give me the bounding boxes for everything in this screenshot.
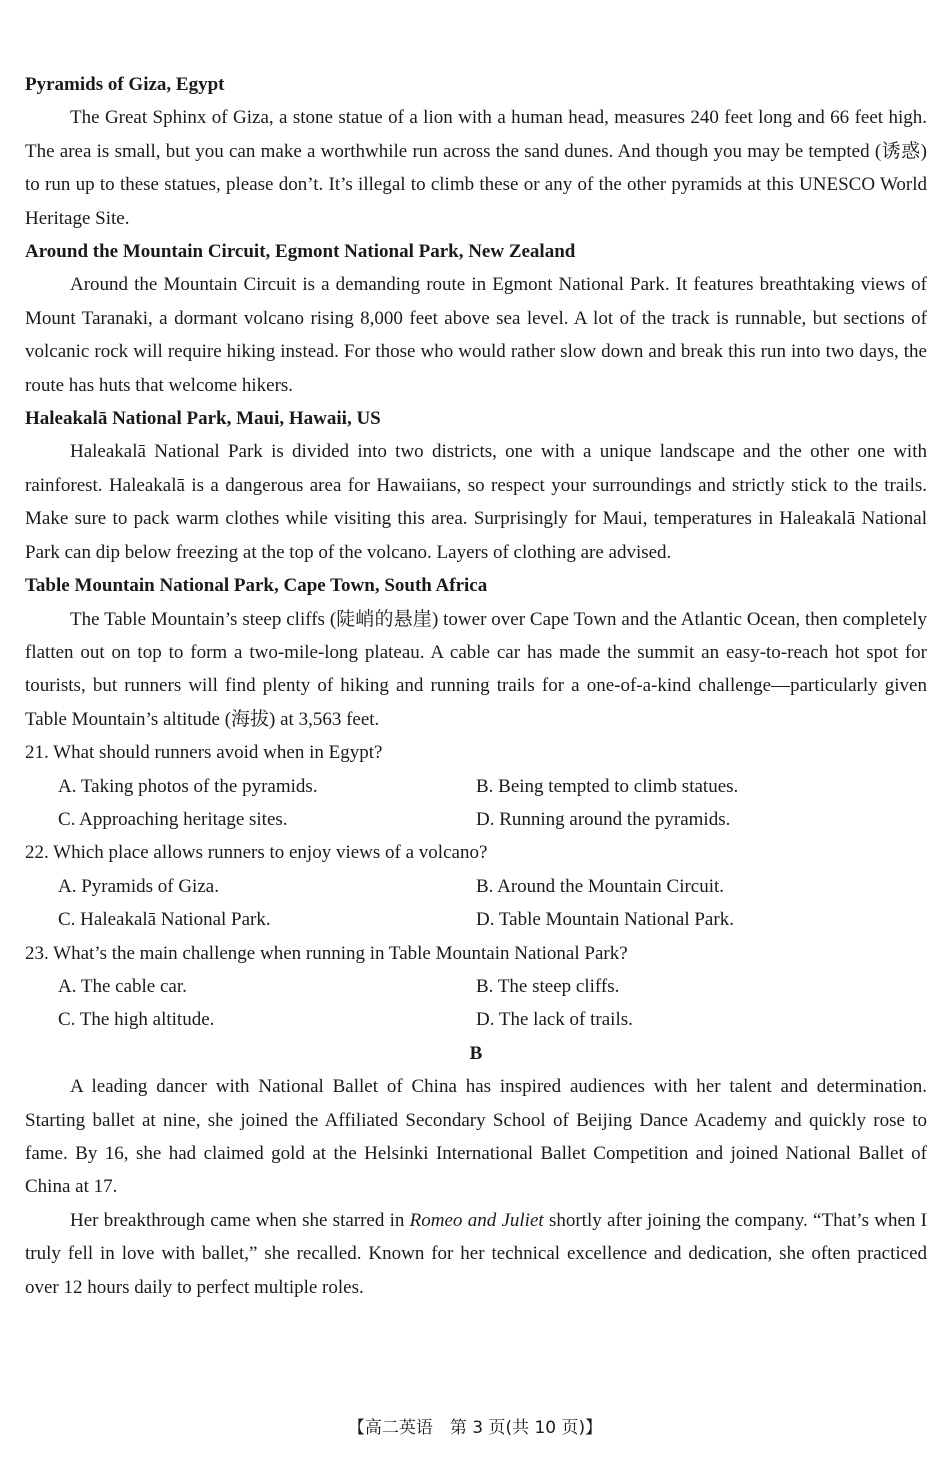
question-options bbox=[25, 970, 927, 1037]
question-22 bbox=[25, 836, 927, 936]
paragraph-giza: The Great Sphinx of Giza, a stone statue of a lion with a human head, measures 240 feet long and 66 feet high. The area is small, but you can make a worthwhile run across the sand dunes. And though you may be tempted (诱惑) to run up to these statues, please don’t. It’s illegal to climb these or any of the other pyramids at this UNESCO World Heritage Site. bbox=[25, 107, 927, 229]
option-a: A. Pyramids of Giza. bbox=[58, 875, 219, 897]
option-d: D. Running around the pyramids. bbox=[476, 808, 731, 830]
heading-giza: Pyramids of Giza, Egypt bbox=[25, 74, 225, 95]
work-title: Romeo and Juliet bbox=[409, 1209, 544, 1231]
paragraph-b-2-end: shortly after joining the company. “That’s when I truly fell in love with ballet,” she recalled. Known for her technical excellence and dedication, she often practiced over 12 hours daily to perfect multiple roles. bbox=[25, 1209, 927, 1298]
option-b: B. Around the Mountain Circuit. bbox=[476, 875, 725, 897]
paragraph-haleakala: Haleakalā National Park is divided into two districts, one with a unique landscape and the other one with rainforest. Haleakalā is a dangerous area for Hawaiians, so respect your surroundings and strictly stick to the trails. Make sure to pack warm clothes while visiting this area. Surprisingly for Maui, temperatures in Haleakalā National Park can dip below freezing at the top of the volcano. Layers of clothing are advised. bbox=[25, 441, 927, 563]
paragraph-b-2-start: Her breakthrough came when she starred in bbox=[70, 1209, 410, 1231]
section-b-label: B bbox=[469, 1042, 483, 1064]
exam-page bbox=[25, 68, 927, 1304]
option-d: D. Table Mountain National Park. bbox=[476, 909, 734, 931]
page-footer: 【高二英语 第 3 页(共 10 页)】 bbox=[347, 1418, 603, 1438]
option-a: A. Taking photos of the pyramids. bbox=[58, 775, 318, 797]
option-c: C. Haleakalā National Park. bbox=[58, 909, 271, 931]
paragraph-egmont: Around the Mountain Circuit is a demanding route in Egmont National Park. It features breathtaking views of Mount Taranaki, a dormant volcano rising 8,000 feet above sea level. A lot of the track is runnable, but sections of volcanic rock will require hiking instead. For those who would rather slow down and break this run into two days, the route has huts that welcome hikers. bbox=[25, 274, 927, 396]
heading-table-mountain: Table Mountain National Park, Cape Town, South Africa bbox=[25, 575, 488, 597]
heading-egmont: Around the Mountain Circuit, Egmont National Park, New Zealand bbox=[25, 241, 576, 263]
option-c: C. Approaching heritage sites. bbox=[58, 808, 288, 830]
question-21 bbox=[25, 736, 927, 836]
question-23 bbox=[25, 937, 927, 1037]
question-stem: 21. What should runners avoid when in Egypt? bbox=[25, 742, 383, 764]
question-options bbox=[25, 870, 927, 937]
option-c: C. The high altitude. bbox=[58, 1009, 215, 1031]
option-d: D. The lack of trails. bbox=[476, 1009, 633, 1031]
heading-haleakala: Haleakalā National Park, Maui, Hawaii, US bbox=[25, 408, 381, 430]
paragraph-b-2 bbox=[25, 1204, 927, 1304]
option-b: B. Being tempted to climb statues. bbox=[476, 775, 739, 797]
question-options bbox=[25, 770, 927, 837]
question-stem: 22. Which place allows runners to enjoy views of a volcano? bbox=[25, 842, 488, 864]
paragraph-table-mountain: The Table Mountain’s steep cliffs (陡峭的悬崖) tower over Cape Town and the Atlantic Ocean, then completely flatten out on top to form a two-mile-long plateau. A cable car has made the summit an easy-to-reach hot spot for tourists, but runners will find plenty of hiking and running trails for a one-of-a-kind challenge—particularly given Table Mountain’s altitude (海拔) at 3,563 feet. bbox=[25, 608, 927, 730]
option-a: A. The cable car. bbox=[58, 975, 187, 997]
option-b: B. The steep cliffs. bbox=[476, 975, 620, 997]
paragraph-b-1: A leading dancer with National Ballet of China has inspired audiences with her talent and determination. Starting ballet at nine, she joined the Affiliated Secondary School of Beijing Dance Academy and quickly rose to fame. By 16, she had claimed gold at the Helsinki International Ballet Competition and joined National Ballet of China at 17. bbox=[25, 1076, 927, 1198]
question-stem: 23. What’s the main challenge when running in Table Mountain National Park? bbox=[25, 942, 628, 964]
